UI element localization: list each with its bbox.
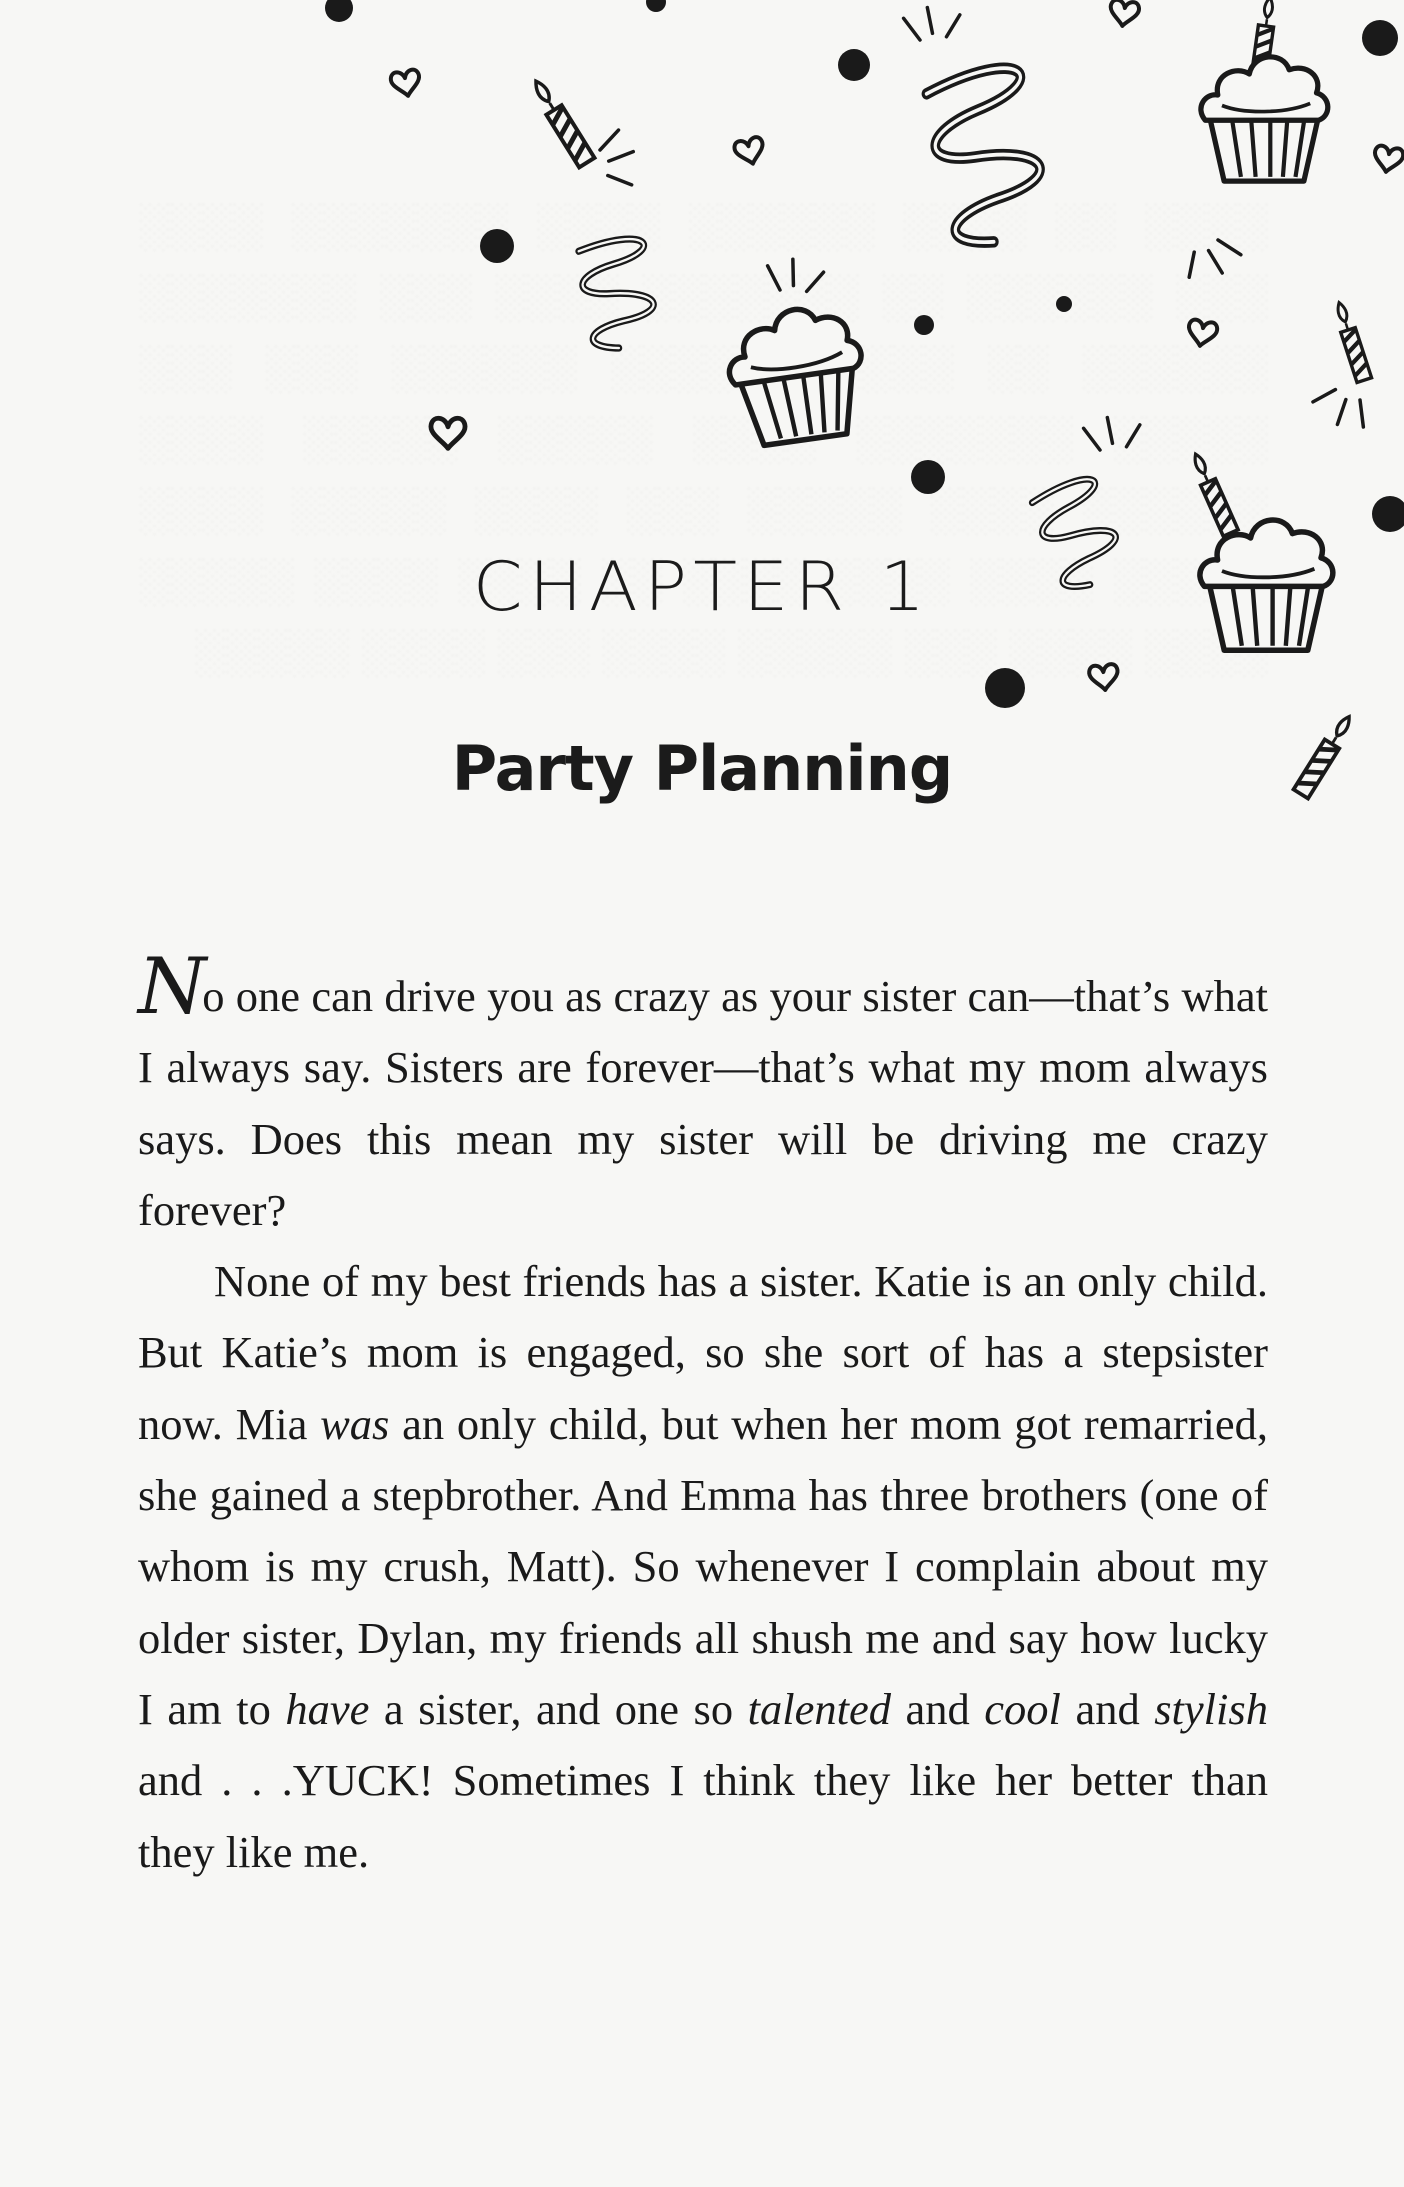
drop-cap: N: [138, 942, 203, 1032]
chapter-number: CHAPTER 1: [472, 548, 932, 627]
chapter-title: Party Planning: [451, 732, 953, 805]
paragraph-1-text: o one can drive you as crazy as your sister can—that’s what I always say. Sisters are forever—that’s what my mom always says. Does this mean my sister will be driving me crazy forever?: [138, 971, 1268, 1235]
paragraph-2-text: None of my best friends has a sister. Katie is an only child. But Katie’s mom is engaged, so she sort of has a stepsister now. Mia: [138, 1256, 1268, 1449]
paragraph-2-text: an only child, but when her mom got remarried, she gained a stepbrother. And Emma has three brothers (one of whom is my crush, Matt). So whenever I complain about my older sister, Dylan, my friends all shush me and say how lucky I am to: [138, 1398, 1268, 1734]
emphasis-have: have: [285, 1683, 370, 1734]
party-doodles: [0, 0, 1404, 1000]
emphasis-talented: talented: [747, 1683, 891, 1734]
emphasis-cool: cool: [984, 1683, 1061, 1734]
emphasis-was: was: [320, 1398, 390, 1449]
paragraph-2-text: and: [1060, 1683, 1155, 1734]
paragraph-2: [138, 1246, 1268, 1888]
paragraph-1: [138, 942, 1268, 1246]
paragraph-2-text: a sister, and one so: [369, 1683, 748, 1734]
emphasis-stylish: stylish: [1154, 1683, 1268, 1734]
paragraph-2-text: and . . .YUCK! Sometimes I think they like her better than they like me.: [138, 1755, 1268, 1877]
paragraph-2-text: and: [890, 1683, 985, 1734]
confetti-streamer-icon: [578, 62, 1127, 594]
chapter-body: [138, 942, 1268, 1888]
